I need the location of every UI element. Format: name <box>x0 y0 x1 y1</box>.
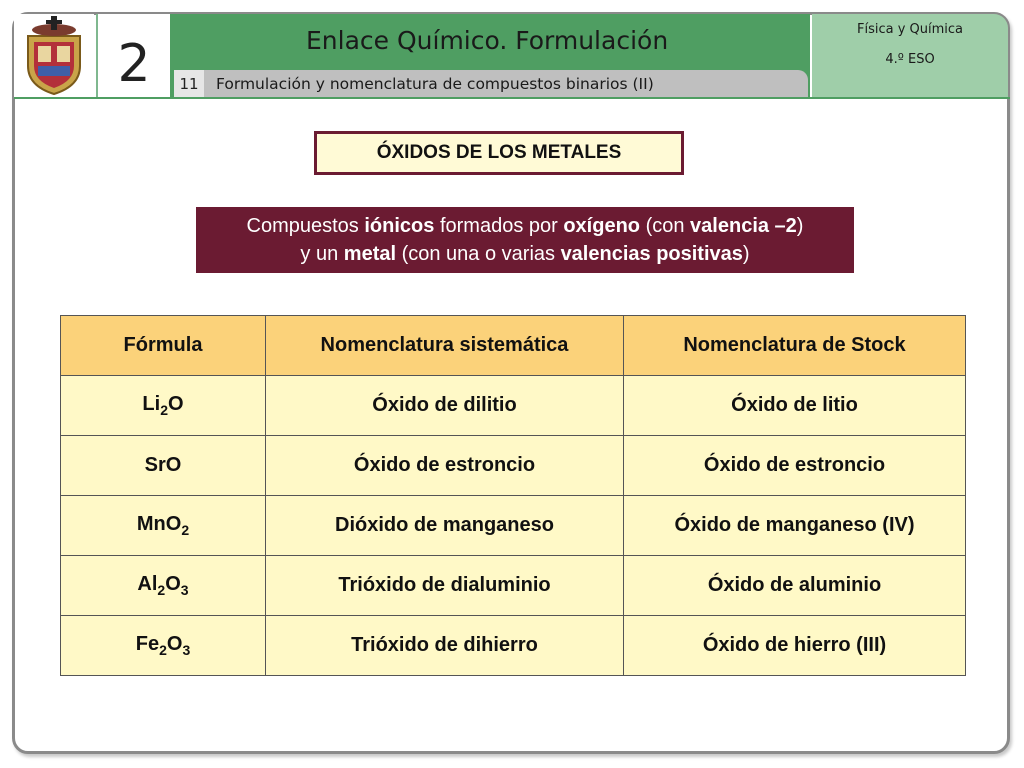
description-line-2 <box>196 240 854 268</box>
formula-cell <box>61 616 266 676</box>
sistematica-cell: Óxido de dilitio <box>266 376 624 436</box>
formula-text: MnO <box>136 513 182 535</box>
description-box <box>196 207 854 273</box>
header-divider <box>14 97 1010 99</box>
formula-text: Li <box>142 393 161 415</box>
unit-number: 2 <box>117 34 151 94</box>
sistematica-cell: Trióxido de dialuminio <box>266 556 624 616</box>
sistematica-cell: Trióxido de dihierro <box>266 616 624 676</box>
lesson-subtitle: Formulación y nomenclatura de compuestos binarios (II) <box>216 75 654 93</box>
stock-cell: Óxido de aluminio <box>624 556 966 616</box>
formula-subscript: 2 <box>181 522 190 538</box>
formula-subscript: 3 <box>182 642 191 658</box>
stock-cell: Óxido de estroncio <box>624 436 966 496</box>
desc-bold-oxigeno: oxígeno <box>563 215 641 237</box>
stock-cell: Óxido de hierro (III) <box>624 616 966 676</box>
desc-bold-valencia: valencia –2 <box>690 215 797 237</box>
desc-bold-valencias: valencias positivas <box>560 243 743 265</box>
desc-text: (con una o varias <box>396 243 561 265</box>
sistematica-cell: Dióxido de manganeso <box>266 496 624 556</box>
stock-cell: Óxido de litio <box>624 376 966 436</box>
formula-cell <box>61 376 266 436</box>
formula-cell <box>61 436 266 496</box>
header-stock: Nomenclatura de Stock <box>624 316 966 376</box>
desc-text: Compuestos <box>246 215 365 237</box>
section-title: ÓXIDOS DE LOS METALES <box>314 131 684 175</box>
table-header-row <box>61 316 966 376</box>
crest-icon <box>14 14 94 98</box>
formula-text: Al <box>137 573 158 595</box>
subject-box <box>812 14 1008 98</box>
formula-text: O <box>168 393 184 415</box>
desc-text: y un <box>300 243 344 265</box>
formula-text: O <box>166 633 183 655</box>
formula-text: O <box>165 573 181 595</box>
desc-bold-metal: metal <box>343 243 397 265</box>
sistematica-cell: Óxido de estroncio <box>266 436 624 496</box>
desc-text: ) <box>796 215 804 237</box>
table-row <box>61 376 966 436</box>
table-row <box>61 436 966 496</box>
desc-text: formados por <box>434 215 564 237</box>
desc-bold-ionicos: iónicos <box>364 215 435 237</box>
formula-cell <box>61 496 266 556</box>
table-row <box>61 496 966 556</box>
school-logo <box>14 14 94 98</box>
page-title: Enlace Químico. Formulación <box>306 26 669 55</box>
formula-subscript: 2 <box>157 582 166 598</box>
formula-text: SrO <box>144 454 182 476</box>
header-formula: Fórmula <box>61 316 266 376</box>
table-row <box>61 556 966 616</box>
header-sistematica: Nomenclatura sistemática <box>266 316 624 376</box>
formula-subscript: 2 <box>160 402 168 418</box>
stock-cell: Óxido de manganeso (IV) <box>624 496 966 556</box>
formula-cell <box>61 556 266 616</box>
description-line-1 <box>196 212 854 240</box>
unit-box <box>96 14 170 98</box>
formula-text: Fe <box>135 633 160 655</box>
formula-subscript: 2 <box>159 642 167 658</box>
formula-subscript: 3 <box>180 582 189 598</box>
level-label: 4.º ESO <box>885 52 935 67</box>
table-row <box>61 616 966 676</box>
subtitle-bar <box>174 70 808 98</box>
oxides-table <box>60 315 966 676</box>
subject-label: Física y Química <box>856 22 964 37</box>
lesson-number: 11 <box>174 70 204 98</box>
header-bar <box>170 14 810 98</box>
desc-text: (con <box>640 215 691 237</box>
desc-text: ) <box>742 243 750 265</box>
